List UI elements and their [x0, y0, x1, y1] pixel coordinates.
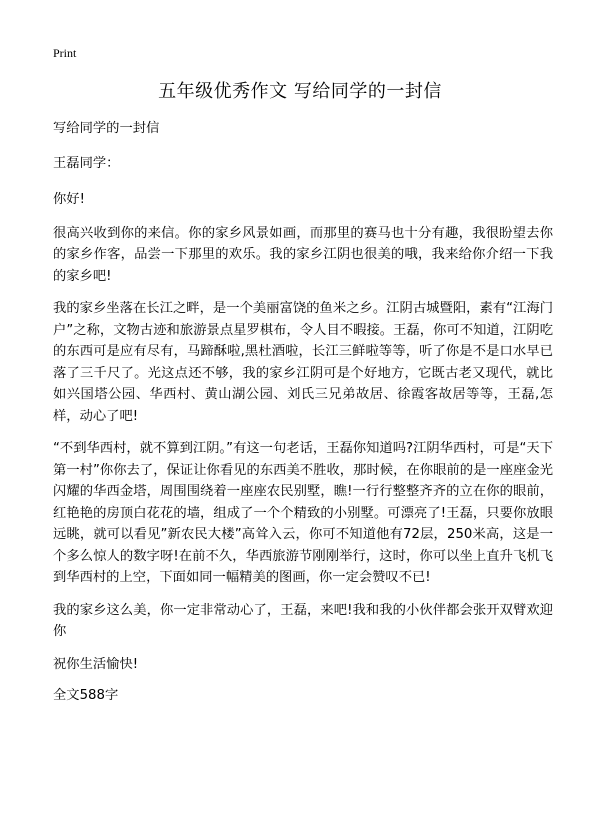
- letter-paragraph-3: “不到华西村，就不算到江阴。”有这一句老话，王磊你知道吗?江阴华西村，可是“天下第一村”你你去了，保证让你看见的东西美不胜收，那时候，在你眼前的是一座座金光闪耀的华西金塔，周围围绕着一座座农民别墅，瞧!一行行整整齐齐的立在你的眼前，红艳艳的房顶白花花的墙，组成了一个个精致的小别墅。可漂亮了!王磊，只要你放眼远眺，就可以看见”新农民大楼”高耸入云，你可不知道他有72层，250米高，这是一个多么惊人的数字呀!在前不久，华西旅游节刚刚举行，这时，你可以坐上直升飞机飞到华西村的上空，下面如同一幅精美的图画，你一定会赞叹不已!: [53, 441, 553, 585]
- letter-greeting: 王磊同学：: [53, 155, 120, 171]
- letter-paragraph-4: 我的家乡这么美，你一定非常动心了，王磊，来吧!我和我的小伙伴都会张开双臂欢迎你: [53, 602, 553, 639]
- print-link[interactable]: Print: [53, 46, 77, 60]
- letter-paragraph-2: 我的家乡坐落在长江之畔，是一个美丽富饶的鱼米之乡。江阴古城暨阳，素有“江海门户”之称，文物古迹和旅游景点星罗棋布，令人目不暇接。王磊，你可不知道，江阴吃的东西可是应有尽有，马蹄酥啦,黑杜酒啦，长江三鲜啦等等，听了你是不是口水早已落了三千尺了。光这点还不够，我的家乡江阴可是个好地方，它既古老又现代，就比如兴国塔公园、华西村、黄山湖公园、刘氏三兄弟故居、徐霞客故居等等，王磊,怎样，动心了吧!: [53, 301, 553, 424]
- letter-salutation: 你好!: [53, 192, 85, 207]
- letter-paragraph-1: 很高兴收到你的来信。你的家乡风景如画，而那里的赛马也十分有趣，我很盼望去你的家乡作客，品尝一下那里的欢乐。我的家乡江阴也很美的哦，我来给你介绍一下我的家乡吧!: [53, 225, 553, 284]
- letter-subtitle: 写给同学的一封信: [53, 121, 160, 136]
- letter-content: [53, 118, 553, 707]
- letter-closing: 祝你生活愉快!: [53, 656, 139, 672]
- word-count: 全文588字: [53, 688, 119, 703]
- page-title: 五年级优秀作文 写给同学的一封信: [158, 81, 442, 102]
